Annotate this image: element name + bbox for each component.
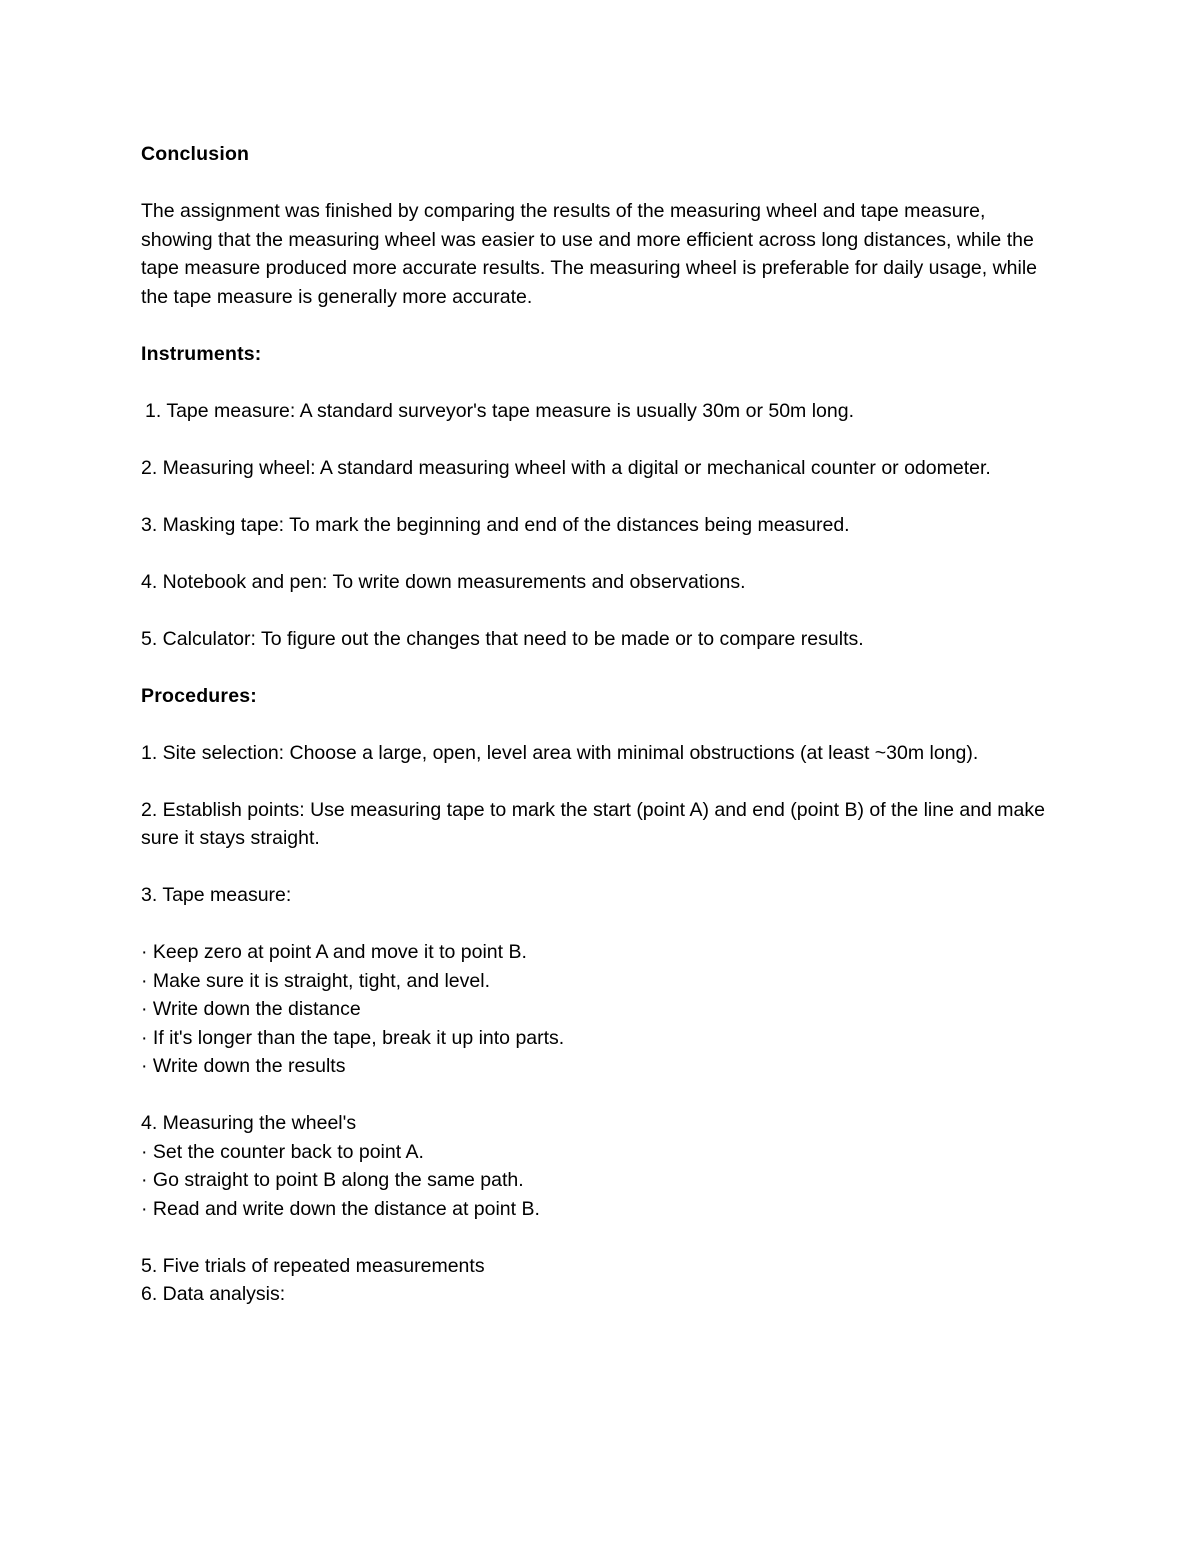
procedure-bullet: · Read and write down the distance at point B. <box>141 1197 540 1220</box>
instrument-item: 5. Calculator: To figure out the changes that need to be made or to compare results. <box>141 627 864 650</box>
procedure-bullet: · Make sure it is straight, tight, and level. <box>141 969 490 992</box>
procedure-step-3-title: 3. Tape measure: <box>141 884 292 906</box>
procedure-step-2: 2. Establish points: Use measuring tape to mark the start (point A) and end (point B) of the line and make sure it stays straight. <box>141 798 1045 849</box>
procedure-step-5: 5. Five trials of repeated measurements <box>141 1254 485 1277</box>
conclusion-paragraph: The assignment was finished by comparing the results of the measuring wheel and tape measure, showing that the measuring wheel was easier to use and more efficient across long distances, while the tape measure produced more accurate results. The measuring wheel is preferable for daily usage, while the tape measure is generally more accurate. <box>141 200 1038 308</box>
document-content <box>141 140 1061 1309</box>
procedure-bullet: · Go straight to point B along the same path. <box>141 1169 524 1191</box>
instrument-item: 1. Tape measure: A standard surveyor's tape measure is usually 30m or 50m long. <box>145 399 854 422</box>
procedure-bullet: · If it's longer than the tape, break it up into parts. <box>141 1026 565 1049</box>
procedure-bullet: · Write down the distance <box>141 998 361 1020</box>
procedure-step-1: 1. Site selection: Choose a large, open, level area with minimal obstructions (at least ~30m long). <box>141 741 979 764</box>
instrument-item: 2. Measuring wheel: A standard measuring wheel with a digital or mechanical counter or odometer. <box>141 456 991 479</box>
instruments-heading: Instruments: <box>141 342 262 365</box>
procedure-bullet: · Set the counter back to point A. <box>141 1140 424 1163</box>
instrument-item: 4. Notebook and pen: To write down measurements and observations. <box>141 570 746 593</box>
procedures-heading: Procedures: <box>141 684 257 707</box>
instrument-item: 3. Masking tape: To mark the beginning and end of the distances being measured. <box>141 513 850 536</box>
procedure-bullet: · Write down the results <box>141 1055 346 1077</box>
procedure-step-4-title: 4. Measuring the wheel's <box>141 1112 357 1134</box>
procedure-step-6: 6. Data analysis: <box>141 1283 286 1305</box>
procedure-bullet: · Keep zero at point A and move it to point B. <box>141 941 527 963</box>
conclusion-heading: Conclusion <box>141 143 250 165</box>
